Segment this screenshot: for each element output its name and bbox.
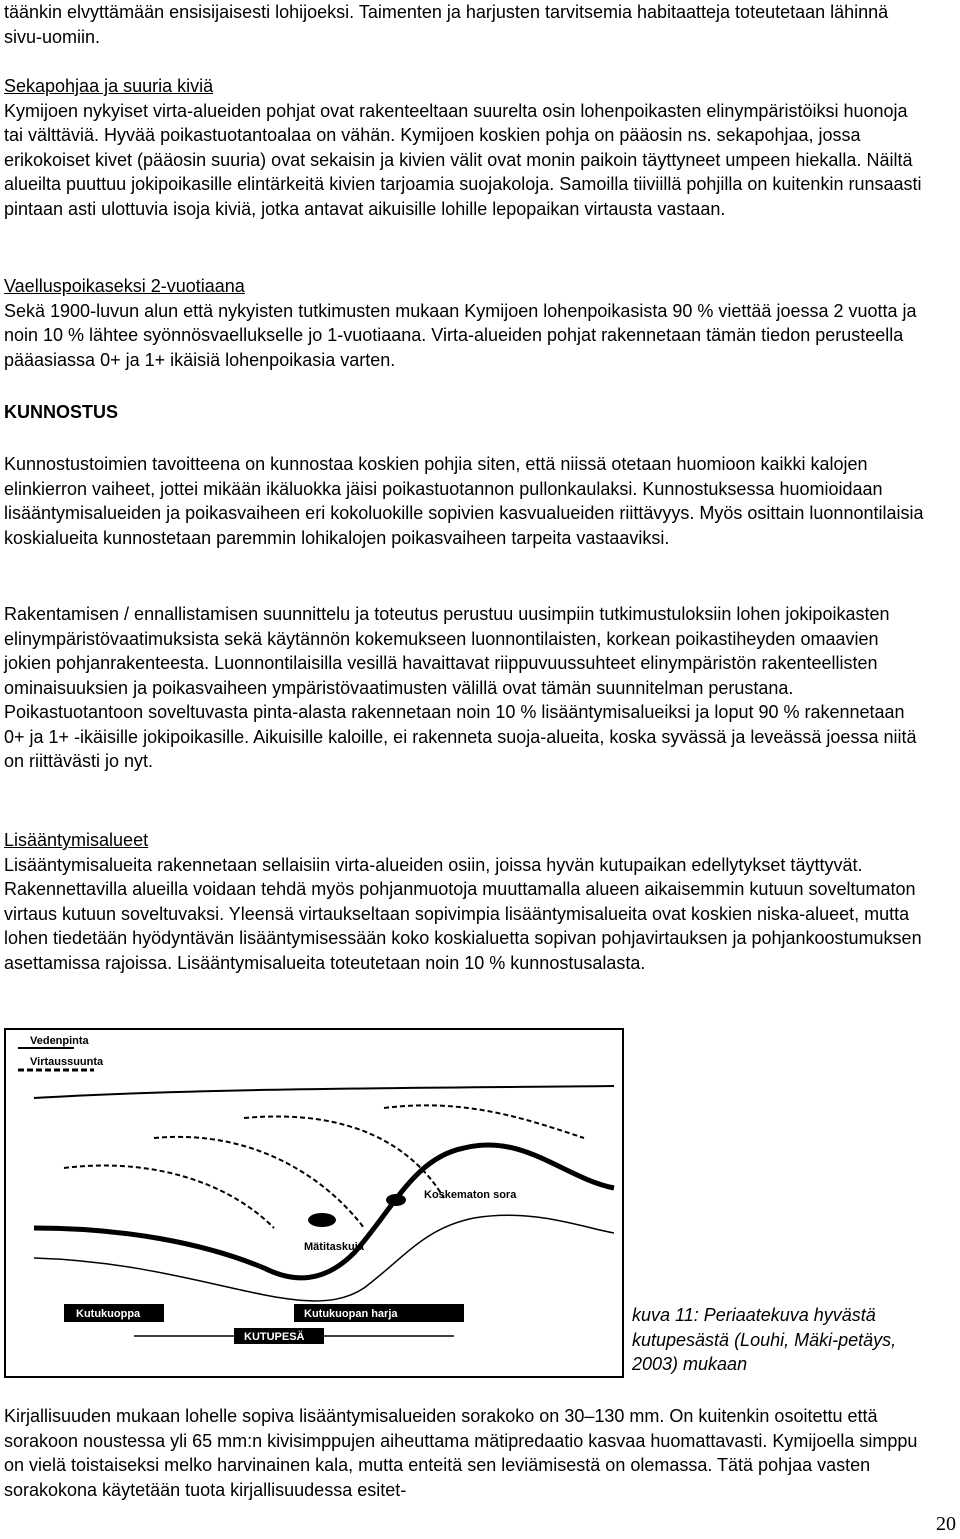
kutukuopan-harja-label: Kutukuopan harja (304, 1308, 398, 1320)
section-lisaantymisalueet (4, 828, 928, 975)
section-heading: Lisääntymisalueet (4, 830, 149, 850)
section-heading: Vaelluspoikaseksi 2-vuotiaana (4, 276, 245, 296)
section-sekapohjaa (4, 74, 928, 221)
legend-surface-label: Vedenpinta (30, 1035, 89, 1047)
figure-caption: kuva 11: Periaatekuva hyvästä kutupesästä (Louhi, Mäki-petäys, 2003) mukaan (632, 1305, 897, 1374)
gravel-label: Koskematon sora (424, 1189, 517, 1201)
egg-pocket (308, 1213, 336, 1227)
kutupesa-label: KUTUPESÄ (244, 1331, 305, 1343)
section-text: Lisääntymisalueita rakennetaan sellaisiin virta-alueiden osiin, joissa hyvän kutupaikan edellytykset täyttyvät. Rakennettavilla alueilla voidaan tehdä myös pohjanmuotoja muuttamalla alueen aikaisemmin kutuun soveltumaton virtaus kutuun soveltuvaksi. Yleensä virtaukseltaan sopivimpia lisääntymisalueita ovat koskien niska-alueet, mutta lohen tiedetään hyödyntävän lisääntymisessään koko koskialuetta sopivan pohjavirtauksen ja pohjankoostumuksen asettamissa rajoissa. Lisääntymisalueita toteutetaan noin 10 % kunnostusalasta. (4, 854, 922, 973)
kutukuoppa-label: Kutukuoppa (76, 1308, 141, 1320)
pockets-label: Mätitaskuja (304, 1241, 364, 1253)
legend-current-label: Virtaussuunta (30, 1056, 104, 1068)
section-vaelluspoikaseksi (4, 274, 928, 372)
intro-paragraph: täänkin elvyttämään ensisijaisesti lohijoeksi. Taimenten ja harjusten tarvitsemia habitaatteja toteutetaan lähinnä sivu-uomiin. (4, 2, 889, 47)
section-text: Kymijoen nykyiset virta-alueiden pohjat ovat rakenteeltaan suurelta osin lohenpoikasten elinympäristöiksi huonoja tai välttäviä. Hyvää poikastuotantoalaa on vähän. Kymijoen koskien pohja on pääosin ns. sekapohjaa, jossa erikokoiset kivet (pääosin suuria) ovat sekaisin ja kivien välit ovat monin paikoin täyttyneet umpeen hiekalla. Näiltä alueilta puuttuu jokipoikasille elintärkeitä kivien tarjoamia suojakoloja. Samoilla tiiviillä pohjilla on kuitenkin runsaasti pintaan asti ulottuvia isoja kiviä, jotka antavat aikuisille lohille lepopaikan virtausta vastaan. (4, 100, 922, 219)
page-number: 20 (936, 1513, 956, 1535)
kunnostus-paragraph-1: Kunnostustoimien tavoitteena on kunnostaa koskien pohjia siten, että niissä otetaan huomioon kaikki kalojen elinkierron vaiheet, jottei mikään ikäluokka jäisi poikastuotannon pullonkaulaksi. Kunnostuksessa huomioidaan lisääntymisalueiden ja poikasvaiheen eri kokoluokille sopivien kasvualueiden riittävyys. Myös osittain luonnontilaisia koskialueita kunnostetaan paremmin lohikalojen poikasvaiheen tarpeita vastaaviksi. (4, 454, 924, 548)
figure-frame (5, 1029, 623, 1377)
section-text: Sekä 1900-luvun alun että nykyisten tutkimusten mukaan Kymijoen lohenpoikasista 90 % viettää joessa 2 vuotta ja noin 10 % lähtee syönnösvaellukselle jo 1-vuotiaana. Virta-alueiden pohjat rakennetaan tämän tiedon perusteella pääasiassa 0+ ja 1+ ikäisiä lohenpoikasia varten. (4, 300, 917, 370)
egg-pocket (386, 1194, 406, 1206)
kunnostus-heading: KUNNOSTUS (4, 402, 119, 422)
redd-diagram (4, 1028, 624, 1378)
section-heading: Sekapohjaa ja suuria kiviä (4, 76, 214, 96)
final-paragraph: Kirjallisuuden mukaan lohelle sopiva lisääntymisalueiden sorakoko on 30–130 mm. On kuitenkin osoitettu että sorakoon noustessa yli 65 mm:n kivisimppujen aiheuttama mätipredaatio kasvaa huomattavasti. Kymijoella simppu on vielä toistaiseksi melko harvinainen kala, mutta enteitä sen leviämisestä on olemassa. Tätä pohjaa vasten sorakokona käytetään tuota kirjallisuudessa esitet- (4, 1406, 918, 1500)
kunnostus-paragraph-2: Rakentamisen / ennallistamisen suunnittelu ja toteutus perustuu uusimpiin tutkimustuloksiin lohen jokipoikasten elinympäristövaatimuksista sekä käytännön kokemukseen luonnontilaisten, korkean poikastiheyden omaavien jokien pohjanrakenteesta. Luonnontilaisilla vesillä havaittavat riippuvuussuhteet elinympäristön rakenteellisten ominaisuuksien ja poikasvaiheen ympäristövaatimusten välillä ovat tämän suunnitelman perustana. Poikastuotantoon soveltuvasta pinta-alasta rakennetaan noin 10 % lisääntymisalueiksi ja loput 90 % rakennetaan 0+ ja 1+ -ikäisille jokipoikasille. Aikuisille kaloille, ei rakenneta suoja-alueita, koska syvässä ja leveässä joessa niitä on riittävästi jo nyt. (4, 604, 917, 771)
